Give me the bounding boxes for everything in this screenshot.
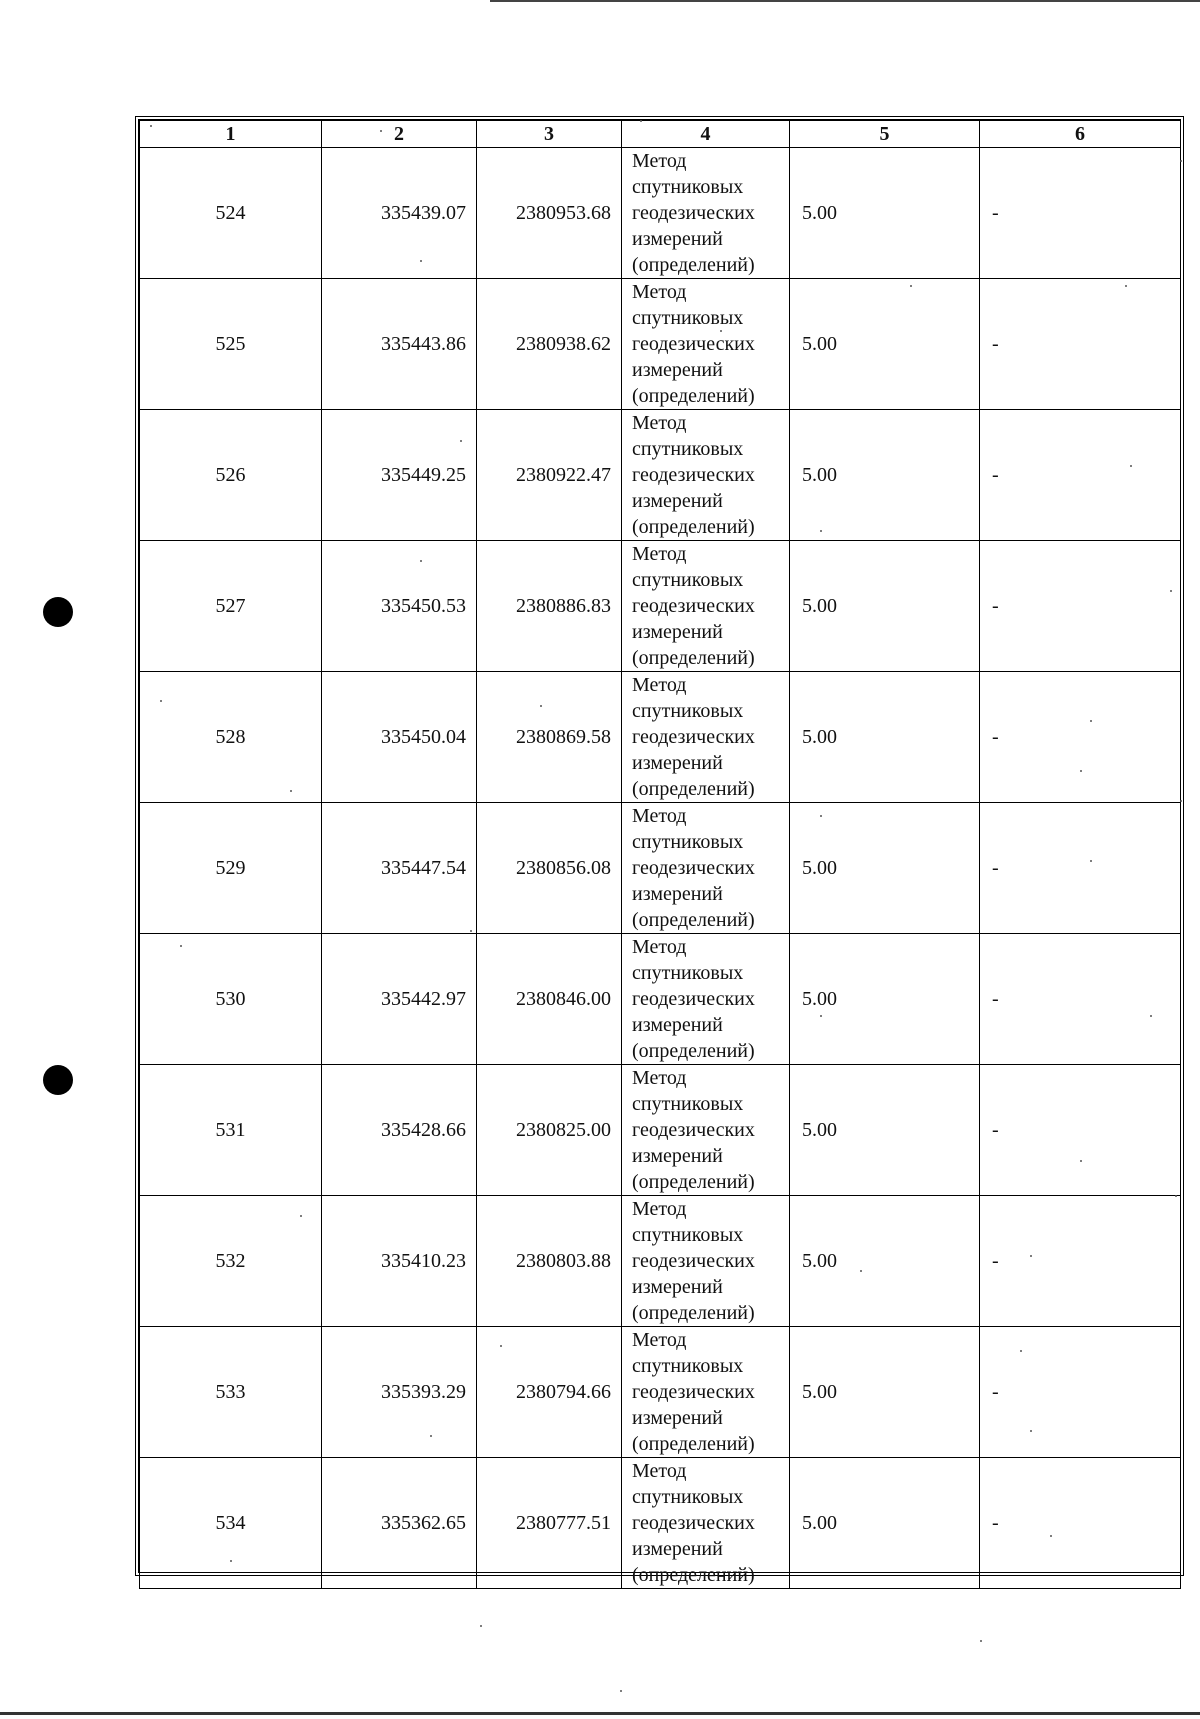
method-text-line: (определений) <box>632 1171 755 1193</box>
accuracy-cell: 5.00 <box>790 1327 980 1458</box>
method-text-line: (определений) <box>632 647 755 669</box>
column-header: 5 <box>790 121 980 148</box>
method-text-line: геодезических <box>632 333 755 355</box>
method-cell <box>622 672 790 803</box>
method-text-line: геодезических <box>632 1250 755 1272</box>
method-text-line: Метод <box>632 1329 687 1351</box>
scan-speck <box>1180 160 1182 162</box>
x-coordinate-cell: 335450.04 <box>322 672 477 803</box>
method-text-line: геодезических <box>632 202 755 224</box>
method-text-line: геодезических <box>632 988 755 1010</box>
method-text-line: измерений <box>632 1538 723 1560</box>
method-text-line: спутниковых <box>632 962 744 984</box>
method-text-line: измерений <box>632 1145 723 1167</box>
note-cell: - <box>980 1196 1181 1327</box>
point-number-cell: 526 <box>140 410 322 541</box>
y-coordinate-cell: 2380803.88 <box>477 1196 622 1327</box>
method-text-line: измерений <box>632 359 723 381</box>
method-text-line: Метод <box>632 1067 687 1089</box>
method-text-line: Метод <box>632 805 687 827</box>
method-text-line: Метод <box>632 412 687 434</box>
scan-speck <box>1125 285 1127 287</box>
punch-hole <box>43 1065 73 1095</box>
method-text-line: (определений) <box>632 1564 755 1586</box>
accuracy-cell: 5.00 <box>790 1196 980 1327</box>
coordinates-table-frame <box>135 116 1184 1586</box>
x-coordinate-cell: 335393.29 <box>322 1327 477 1458</box>
scan-speck <box>480 1625 482 1627</box>
accuracy-cell: 5.00 <box>790 803 980 934</box>
scan-speck <box>1090 720 1092 722</box>
x-coordinate-cell: 335442.97 <box>322 934 477 1065</box>
point-number-cell: 532 <box>140 1196 322 1327</box>
scan-speck <box>420 260 422 262</box>
y-coordinate-cell: 2380886.83 <box>477 541 622 672</box>
method-cell <box>622 1065 790 1196</box>
scan-speck <box>720 330 722 332</box>
point-number-cell: 534 <box>140 1458 322 1589</box>
y-coordinate-cell: 2380777.51 <box>477 1458 622 1589</box>
method-text-line: (определений) <box>632 1040 755 1062</box>
scan-speck <box>230 1560 232 1562</box>
method-text-line: геодезических <box>632 1512 755 1534</box>
scan-speck <box>470 930 472 932</box>
scan-speck <box>1030 1255 1032 1257</box>
method-text-line: геодезических <box>632 726 755 748</box>
method-text-line: спутниковых <box>632 1093 744 1115</box>
scan-speck <box>160 700 162 702</box>
method-text-line: Метод <box>632 1198 687 1220</box>
method-text-line: спутниковых <box>632 1355 744 1377</box>
scan-speck <box>1090 860 1092 862</box>
scan-speck <box>540 705 542 707</box>
scan-speck <box>1150 1015 1152 1017</box>
accuracy-cell: 5.00 <box>790 541 980 672</box>
scan-speck <box>380 130 382 132</box>
y-coordinate-cell: 2380794.66 <box>477 1327 622 1458</box>
table-header-row <box>140 121 1181 148</box>
method-text-line: измерений <box>632 752 723 774</box>
note-cell: - <box>980 1327 1181 1458</box>
x-coordinate-cell: 335443.86 <box>322 279 477 410</box>
point-number-cell: 527 <box>140 541 322 672</box>
scan-speck <box>1080 770 1082 772</box>
scan-speck <box>820 815 822 817</box>
point-number-cell: 529 <box>140 803 322 934</box>
scan-top-edge-line <box>490 0 1200 2</box>
table-row <box>140 541 1181 672</box>
table-row <box>140 803 1181 934</box>
column-header: 1 <box>140 121 322 148</box>
scan-speck <box>180 945 182 947</box>
point-number-cell: 531 <box>140 1065 322 1196</box>
note-cell: - <box>980 672 1181 803</box>
method-text-line: измерений <box>632 883 723 905</box>
table-row <box>140 1065 1181 1196</box>
method-cell <box>622 541 790 672</box>
note-cell: - <box>980 410 1181 541</box>
x-coordinate-cell: 335428.66 <box>322 1065 477 1196</box>
method-text-line: геодезических <box>632 1381 755 1403</box>
scan-speck <box>150 125 152 127</box>
method-text-line: (определений) <box>632 1433 755 1455</box>
x-coordinate-cell: 335447.54 <box>322 803 477 934</box>
method-cell <box>622 1327 790 1458</box>
method-text-line: измерений <box>632 1014 723 1036</box>
scan-speck <box>1180 800 1182 802</box>
y-coordinate-cell: 2380922.47 <box>477 410 622 541</box>
scan-speck <box>1050 1535 1052 1537</box>
x-coordinate-cell: 335410.23 <box>322 1196 477 1327</box>
method-text-line: (определений) <box>632 1302 755 1324</box>
point-number-cell: 525 <box>140 279 322 410</box>
method-text-line: (определений) <box>632 778 755 800</box>
table-row <box>140 672 1181 803</box>
scan-speck <box>820 530 822 532</box>
coordinates-table <box>139 120 1181 1589</box>
method-text-line: геодезических <box>632 857 755 879</box>
method-text-line: геодезических <box>632 464 755 486</box>
column-header: 4 <box>622 121 790 148</box>
y-coordinate-cell: 2380825.00 <box>477 1065 622 1196</box>
method-text-line: Метод <box>632 543 687 565</box>
scan-speck <box>430 1435 432 1437</box>
accuracy-cell: 5.00 <box>790 410 980 541</box>
y-coordinate-cell: 2380846.00 <box>477 934 622 1065</box>
scan-speck <box>420 560 422 562</box>
scan-speck <box>1175 1195 1177 1197</box>
method-text-line: измерений <box>632 228 723 250</box>
x-coordinate-cell: 335450.53 <box>322 541 477 672</box>
scan-speck <box>1170 590 1172 592</box>
method-text-line: геодезических <box>632 595 755 617</box>
scan-speck <box>300 1215 302 1217</box>
method-text-line: спутниковых <box>632 700 744 722</box>
method-cell <box>622 410 790 541</box>
column-header: 6 <box>980 121 1181 148</box>
method-text-line: спутниковых <box>632 438 744 460</box>
accuracy-cell: 5.00 <box>790 148 980 279</box>
scan-speck <box>1030 1430 1032 1432</box>
note-cell: - <box>980 148 1181 279</box>
scan-bottom-edge-line <box>0 1712 1200 1715</box>
scan-speck <box>290 790 292 792</box>
accuracy-cell: 5.00 <box>790 934 980 1065</box>
method-cell <box>622 148 790 279</box>
scan-speck <box>1080 1160 1082 1162</box>
method-text-line: спутниковых <box>632 569 744 591</box>
note-cell: - <box>980 279 1181 410</box>
accuracy-cell: 5.00 <box>790 672 980 803</box>
scan-speck <box>980 1640 982 1642</box>
method-text-line: измерений <box>632 1276 723 1298</box>
method-text-line: геодезических <box>632 1119 755 1141</box>
x-coordinate-cell: 335449.25 <box>322 410 477 541</box>
column-header: 2 <box>322 121 477 148</box>
accuracy-cell: 5.00 <box>790 1065 980 1196</box>
table-row <box>140 279 1181 410</box>
point-number-cell: 530 <box>140 934 322 1065</box>
table-row <box>140 1458 1181 1589</box>
table-row <box>140 410 1181 541</box>
method-text-line: Метод <box>632 281 687 303</box>
scan-speck <box>1020 1350 1022 1352</box>
note-cell: - <box>980 541 1181 672</box>
scan-speck <box>460 440 462 442</box>
y-coordinate-cell: 2380953.68 <box>477 148 622 279</box>
scan-speck <box>640 120 642 122</box>
note-cell: - <box>980 803 1181 934</box>
method-text-line: измерений <box>632 621 723 643</box>
x-coordinate-cell: 335439.07 <box>322 148 477 279</box>
scan-speck <box>910 285 912 287</box>
method-text-line: (определений) <box>632 385 755 407</box>
scan-speck <box>860 1270 862 1272</box>
column-header: 3 <box>477 121 622 148</box>
method-cell <box>622 1196 790 1327</box>
note-cell: - <box>980 1458 1181 1589</box>
y-coordinate-cell: 2380856.08 <box>477 803 622 934</box>
punch-hole <box>43 597 73 627</box>
table-row <box>140 934 1181 1065</box>
method-text-line: Метод <box>632 936 687 958</box>
scan-speck <box>620 1690 622 1692</box>
method-text-line: спутниковых <box>632 1486 744 1508</box>
method-text-line: (определений) <box>632 516 755 538</box>
point-number-cell: 528 <box>140 672 322 803</box>
method-text-line: (определений) <box>632 909 755 931</box>
method-text-line: спутниковых <box>632 176 744 198</box>
point-number-cell: 524 <box>140 148 322 279</box>
method-cell <box>622 1458 790 1589</box>
accuracy-cell: 5.00 <box>790 1458 980 1589</box>
method-cell <box>622 934 790 1065</box>
table-row <box>140 1196 1181 1327</box>
method-text-line: измерений <box>632 1407 723 1429</box>
method-cell <box>622 803 790 934</box>
method-text-line: (определений) <box>632 254 755 276</box>
scan-speck <box>1130 465 1132 467</box>
method-text-line: спутниковых <box>632 831 744 853</box>
method-text-line: Метод <box>632 150 687 172</box>
scan-speck <box>500 1345 502 1347</box>
method-text-line: измерений <box>632 490 723 512</box>
accuracy-cell: 5.00 <box>790 279 980 410</box>
x-coordinate-cell: 335362.65 <box>322 1458 477 1589</box>
y-coordinate-cell: 2380938.62 <box>477 279 622 410</box>
method-text-line: Метод <box>632 1460 687 1482</box>
scan-speck <box>820 1015 822 1017</box>
table-row <box>140 1327 1181 1458</box>
table-row <box>140 148 1181 279</box>
note-cell: - <box>980 934 1181 1065</box>
y-coordinate-cell: 2380869.58 <box>477 672 622 803</box>
method-cell <box>622 279 790 410</box>
method-text-line: спутниковых <box>632 1224 744 1246</box>
method-text-line: спутниковых <box>632 307 744 329</box>
point-number-cell: 533 <box>140 1327 322 1458</box>
note-cell: - <box>980 1065 1181 1196</box>
method-text-line: Метод <box>632 674 687 696</box>
